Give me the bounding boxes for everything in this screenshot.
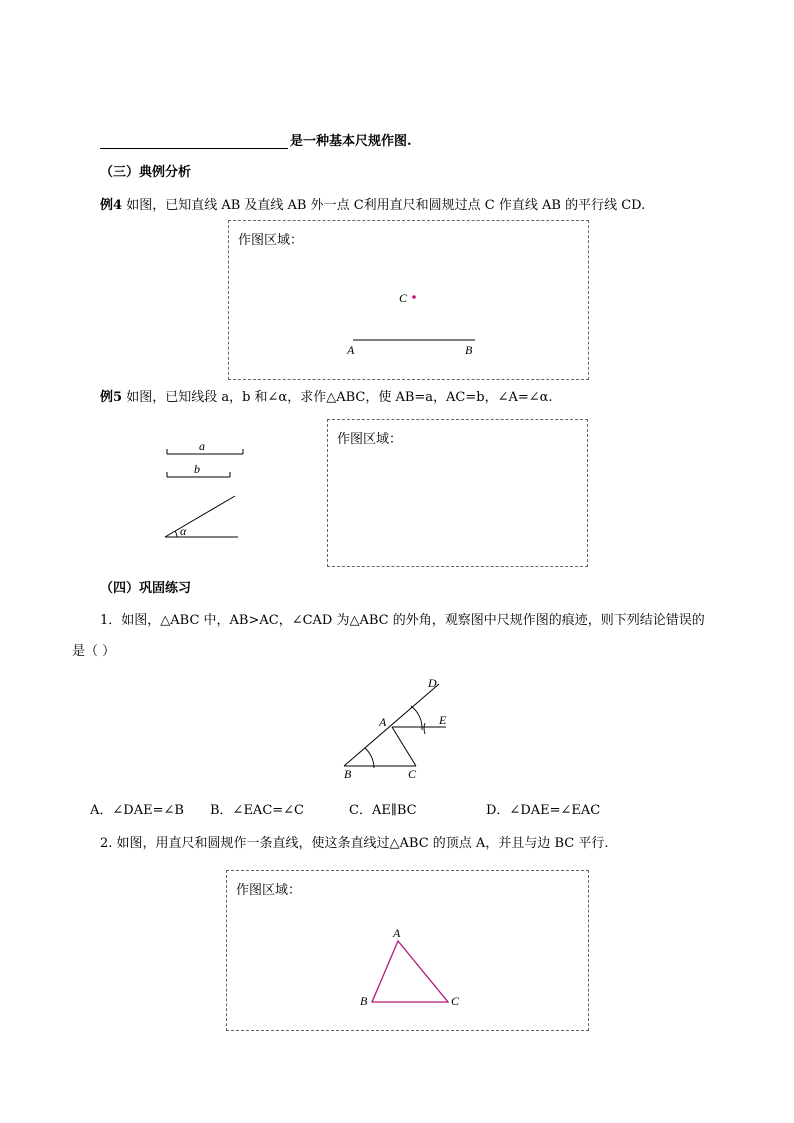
- section-heading-4: （四）巩固练习: [100, 581, 192, 596]
- label-a: A: [347, 343, 355, 357]
- example5-drawing-area[interactable]: [327, 419, 588, 567]
- q1-figure: [330, 672, 460, 787]
- label-a: A: [393, 926, 401, 940]
- q2-text: 2. 如图，用直尺和圆规作一条直线，使这条直线过△ABC 的顶点 A，并且与边 BC 平行.: [100, 836, 609, 851]
- example4-drawing-area[interactable]: [228, 220, 589, 380]
- q1-option-c[interactable]: C．AE∥BC: [349, 803, 417, 818]
- q2-figure: [227, 871, 590, 1032]
- label-seg-b: b: [194, 462, 200, 476]
- q1-option-d[interactable]: D．∠DAE=∠EAC: [486, 803, 601, 818]
- example4-figure: [229, 221, 590, 381]
- q1-option-a[interactable]: A．∠DAE=∠B: [90, 803, 184, 818]
- label-c: C: [399, 291, 408, 305]
- example4-box-label: 作图区域：: [238, 233, 304, 248]
- example5-label: 例5: [100, 390, 123, 405]
- segment-ac: [392, 727, 416, 766]
- example4-text: 如图，已知直线 AB 及直线 AB 外一点 C利用直尺和圆规过点 C 作直线 AB 的平行线 CD.: [126, 198, 646, 213]
- label-d: D: [428, 676, 437, 690]
- label-e: E: [439, 713, 447, 727]
- construction-tick: [424, 723, 425, 734]
- label-b: B: [344, 767, 352, 781]
- label-seg-a: a: [199, 439, 205, 453]
- fill-in-blank[interactable]: [100, 148, 288, 149]
- label-c: C: [451, 994, 460, 1008]
- label-c: C: [408, 767, 417, 781]
- construction-arc-b: [365, 748, 374, 768]
- construction-arc-a: [411, 706, 422, 730]
- label-a: A: [379, 715, 387, 729]
- example5-text: 如图，已知线段 a，b 和∠α，求作△ABC，使 AB=a，AC=b，∠A=∠α.: [126, 390, 553, 405]
- q2-drawing-area[interactable]: [226, 870, 589, 1031]
- angle-arc: [175, 531, 177, 537]
- example5-givens-figure: [160, 435, 250, 545]
- section-heading-3: （三）典例分析: [100, 165, 192, 180]
- example4-statement: [100, 197, 645, 215]
- angle-side-ray: [165, 496, 235, 537]
- label-b: B: [360, 994, 368, 1008]
- example5-statement: [100, 389, 553, 407]
- example5-box-label: 作图区域：: [337, 432, 403, 447]
- q1-text-line1: 1．如图，△ABC 中，AB>AC，∠CAD 为△ABC 的外角，观察图中尺规作图的痕迹，则下列结论错误的: [100, 613, 705, 628]
- intro-suffix: 是一种基本尺规作图.: [290, 134, 412, 149]
- triangle-abc: [372, 941, 448, 1002]
- q2-box-label: 作图区域：: [236, 883, 302, 898]
- q1-option-b[interactable]: B．∠EAC=∠C: [210, 803, 305, 818]
- q1-text-line2: 是（ ）: [72, 644, 116, 659]
- example4-label: 例4: [100, 198, 123, 213]
- label-b: B: [465, 343, 473, 357]
- label-angle-alpha: α: [180, 524, 187, 538]
- point-c-dot: [412, 295, 416, 299]
